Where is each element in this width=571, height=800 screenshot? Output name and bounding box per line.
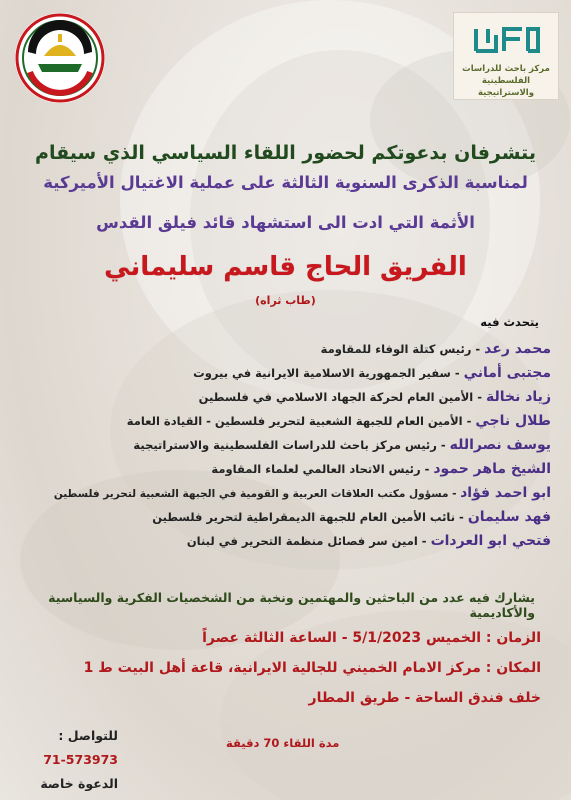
contact-block: [8, 724, 118, 796]
speaker-item: [11, 504, 551, 528]
speaker-item: [11, 480, 551, 504]
bahith-logo-text: [454, 63, 558, 99]
speaker-item: [11, 432, 551, 456]
speaker-role: - رئيس كتلة الوفاء للمقاومة: [320, 342, 485, 356]
speaker-role: - رئيس الاتحاد العالمي لعلماء المقاومة: [211, 462, 434, 476]
invitation-line: يتشرفان بدعوتكم لحضور اللقاء السياسي الذي سيقام: [35, 142, 536, 164]
speaker-item: [11, 384, 551, 408]
speakers-heading: يتحدث فيه: [480, 315, 539, 329]
speaker-name: ابو احمد فؤاد: [460, 485, 551, 501]
private-invitation-note: الدعوة خاصة: [40, 776, 118, 791]
speaker-item: [11, 456, 551, 480]
contact-phone: 71-573973: [43, 752, 118, 767]
bahith-logo-line1: مركز باحث للدراسات: [462, 64, 550, 74]
speaker-name: فتحي ابو العردات: [430, 533, 551, 549]
speaker-role: - امين سر فصائل منظمة التحرير في لبنان: [186, 534, 431, 548]
bahith-logo-line2: الفلسطينية والاستراتيجية: [478, 76, 534, 98]
speaker-role: - الأمين العام للجبهة الشعبية لتحرير فلسطين - القيادة العامة: [126, 414, 476, 428]
bahith-center-logo: [453, 12, 559, 100]
speaker-role: - رئيس مركز باحث للدراسات الفلسطينية والاستراتيجية: [133, 438, 450, 452]
speaker-item: [11, 528, 551, 552]
event-place: المكان : مركز الامام الخميني للجالية الايرانية، قاعة أهل البيت ط 1: [83, 660, 541, 676]
speaker-name: مجتبى أماني: [463, 365, 551, 381]
event-place-detail: خلف فندق الساحة - طريق المطار: [308, 690, 541, 706]
speaker-item: [11, 360, 551, 384]
contact-label: للتواصل :: [58, 728, 118, 743]
speaker-name: يوسف نصرالله: [449, 437, 551, 453]
speaker-item: [11, 336, 551, 360]
honoree-blessing: (طاب ثراه): [255, 294, 316, 307]
speaker-name: محمد رعد: [484, 341, 551, 357]
speaker-role: - الأمين العام لحركة الجهاد الاسلامي في فلسطين: [198, 390, 487, 404]
event-time: الزمان : الخميس 5/1/2023 - الساعة الثالثة عصراً: [202, 630, 541, 646]
bahith-wordmark-icon: [470, 21, 542, 57]
speaker-name: الشيخ ماهر حمود: [433, 461, 551, 477]
speaker-name: فهد سليمان: [467, 509, 551, 525]
occasion-line-2: الأثمة التي ادت الى استشهاد قائد فيلق القدس: [96, 213, 475, 232]
meeting-duration: مدة اللقاء 70 دقيقة: [226, 736, 340, 750]
speakers-list: [11, 336, 551, 552]
speaker-item: [11, 408, 551, 432]
speaker-role: - نائب الأمين العام للجبهة الديمقراطية لتحرير فلسطين: [152, 510, 468, 524]
participation-note: يشارك فيه عدد من الباحثين والمهتمين ونخبة من الشخصيات الفكرية والسياسية والأكاديمية: [48, 590, 535, 620]
speaker-role: - سفير الجمهورية الاسلامية الايرانية في بيروت: [193, 366, 464, 380]
camps-committees-logo: [14, 12, 106, 104]
speaker-name: زياد نخالة: [486, 389, 551, 405]
occasion-line-1: لمناسبة الذكرى السنوية الثالثة على عملية الاغتيال الأميركية: [43, 173, 528, 192]
speaker-name: طلال ناجي: [475, 413, 551, 429]
honoree-name: الفريق الحاج قاسم سليماني: [104, 252, 467, 282]
speaker-role: - مسؤول مكتب العلاقات العربية و القومية في الجبهة الشعبية لتحرير فلسطين: [53, 488, 461, 500]
